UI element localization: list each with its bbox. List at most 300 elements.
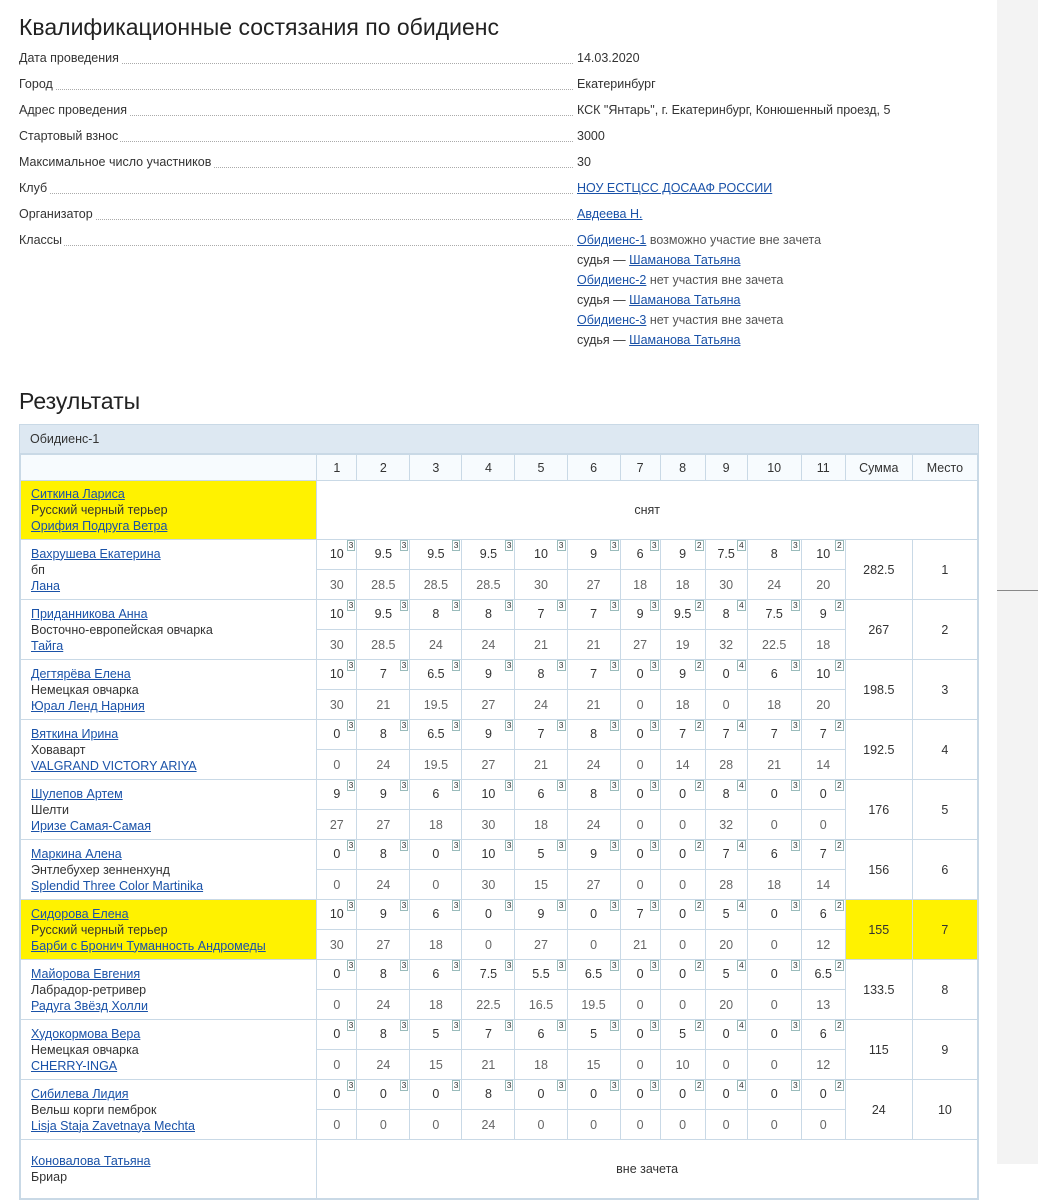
breed: Бриар: [31, 1170, 68, 1184]
status-cell: вне зачета: [317, 1140, 978, 1199]
handler: [31, 726, 316, 742]
coef-badge: 3: [348, 660, 354, 670]
header-col-3: 3: [410, 455, 462, 481]
score-value: 9.5: [479, 547, 498, 561]
score: [357, 600, 409, 629]
sum-cell: 24: [845, 1080, 912, 1140]
participant-cell: [21, 540, 317, 600]
coef-badge: 3: [506, 1080, 512, 1090]
coef-badge: 2: [837, 660, 842, 670]
coef-badge: 4: [738, 780, 744, 790]
participant-cell: [21, 1020, 317, 1080]
participant-cell: [21, 660, 317, 720]
table-row: [21, 660, 978, 690]
score-value: 10: [481, 787, 496, 801]
points-cell: 0: [620, 810, 660, 840]
coef-badge: 3: [611, 540, 617, 550]
points-cell: 0: [620, 1050, 660, 1080]
points-cell: 21: [515, 750, 567, 780]
score-cell: [317, 540, 357, 570]
points-cell: 24: [515, 690, 567, 720]
points-cell: 20: [801, 570, 845, 600]
score-cell: [410, 600, 462, 630]
coef-badge: 2: [837, 780, 842, 790]
score: [748, 780, 801, 809]
score-cell: [705, 780, 747, 810]
header-col-12: Сумма: [845, 455, 912, 481]
dog-link[interactable]: Splendid Three Color Martinika: [31, 878, 204, 893]
info-link[interactable]: НОУ ЕСТЦСС ДОСААФ РОССИИ: [577, 181, 773, 195]
header-col-13: Место: [912, 455, 977, 481]
score-cell: [705, 1020, 747, 1050]
dog-link[interactable]: Радуга Звёзд Холли: [31, 998, 148, 1013]
participant-cell: [21, 900, 317, 960]
coef-badge: 3: [611, 780, 617, 790]
coef-badge: 2: [696, 1020, 702, 1030]
points-cell: 0: [660, 1110, 705, 1140]
points-cell: 18: [515, 810, 567, 840]
sum-cell: 176: [845, 780, 912, 840]
info-link[interactable]: Авдеева Н.: [577, 207, 643, 221]
score-value: 10: [816, 667, 831, 681]
dog-link[interactable]: VALGRAND VICTORY ARIYA: [31, 758, 197, 773]
info-label: Классы: [19, 233, 63, 247]
score-cell: [357, 960, 410, 990]
score: [661, 540, 705, 569]
score-value: 0: [770, 1087, 778, 1101]
score-value: 9.5: [374, 607, 393, 621]
score: [706, 840, 747, 869]
score: [568, 1080, 620, 1109]
score-value: 5: [537, 847, 545, 861]
dog-link[interactable]: Юрал Ленд Нарния: [31, 698, 145, 713]
score-value: 6.5: [814, 967, 832, 981]
coef-badge: 3: [401, 840, 407, 850]
score: [317, 960, 356, 989]
dog-link[interactable]: Лана: [31, 578, 61, 593]
score: [515, 780, 566, 809]
score-cell: [567, 1020, 620, 1050]
score-value: 7: [484, 1027, 492, 1041]
points-cell: 0: [462, 930, 515, 960]
score-value: 0: [636, 727, 644, 741]
handler-link[interactable]: Майорова Евгения: [31, 966, 141, 981]
coef-badge: 3: [558, 660, 564, 670]
place-cell: 1: [912, 540, 977, 600]
score-cell: [567, 660, 620, 690]
score-value: 0: [590, 907, 598, 921]
score: [462, 720, 514, 749]
coef-badge: 3: [401, 1080, 407, 1090]
score-value: 8: [590, 727, 598, 741]
class-note: нет участия вне зачета: [646, 313, 784, 327]
info-label: Дата проведения: [19, 51, 119, 65]
points-cell: 18: [801, 630, 845, 660]
sum-cell: 267: [845, 600, 912, 660]
score-cell: [747, 1080, 801, 1110]
score-value: 6: [636, 547, 644, 561]
coef-badge: 2: [837, 720, 842, 730]
coef-badge: 3: [651, 1080, 657, 1090]
class-link[interactable]: Обидиенс-3: [577, 313, 647, 327]
points-cell: 0: [660, 930, 705, 960]
score-cell: [620, 960, 660, 990]
score-value: 6: [819, 1027, 827, 1041]
score: [802, 780, 845, 809]
handler: [31, 1153, 316, 1169]
score-value: 0: [679, 907, 687, 921]
class-link[interactable]: Обидиенс-1: [577, 233, 647, 247]
points-cell: 19.5: [567, 990, 620, 1020]
judge-line: [577, 250, 821, 270]
dog: [31, 998, 316, 1014]
coef-badge: 2: [696, 660, 702, 670]
handler-link[interactable]: Маркина Алена: [31, 846, 122, 861]
info-key: [19, 230, 577, 256]
participant-cell: [21, 481, 317, 540]
coef-badge: 3: [792, 720, 798, 730]
score-value: 0: [770, 1027, 778, 1041]
coef-badge: 3: [401, 1020, 407, 1030]
score-cell: [357, 540, 410, 570]
score-cell: [357, 600, 410, 630]
dog: [31, 758, 316, 774]
score-value: 9.5: [427, 547, 445, 561]
place-cell: 7: [912, 900, 977, 960]
coef-badge: 3: [506, 900, 512, 910]
points-cell: 20: [705, 930, 747, 960]
info-key: [19, 100, 577, 126]
coef-badge: 2: [696, 1080, 702, 1090]
score: [568, 660, 620, 689]
judge-prefix: судья —: [577, 333, 630, 347]
score-cell: [620, 780, 660, 810]
place-cell: 4: [912, 720, 977, 780]
score-value: 5: [590, 1027, 598, 1041]
score-cell: [515, 600, 567, 630]
handler-link[interactable]: Сидорова Елена: [31, 906, 129, 921]
info-row: [19, 100, 977, 126]
place-cell: 10: [912, 1080, 977, 1140]
judge-link[interactable]: Шаманова Татьяна: [629, 293, 741, 307]
judge-prefix: судья —: [577, 293, 630, 307]
score: [621, 1080, 660, 1109]
score-value: 8: [770, 547, 778, 561]
score: [515, 900, 566, 929]
score: [462, 900, 514, 929]
points-cell: 22.5: [747, 630, 801, 660]
score-cell: [317, 600, 357, 630]
coef-badge: 3: [506, 960, 512, 970]
class-link[interactable]: Обидиенс-2: [577, 273, 647, 287]
coef-badge: 3: [651, 900, 657, 910]
score-cell: [620, 600, 660, 630]
points-cell: 27: [462, 690, 515, 720]
judge-link[interactable]: Шаманова Татьяна: [629, 333, 741, 347]
handler-link[interactable]: Ситкина Лариса: [31, 487, 125, 501]
score-value: 8: [432, 607, 440, 621]
coef-badge: 3: [792, 780, 798, 790]
sum-cell: 156: [845, 840, 912, 900]
handler-link[interactable]: Худокормова Вера: [31, 1026, 141, 1041]
score: [568, 540, 620, 569]
coef-badge: 3: [792, 600, 798, 610]
score: [317, 1020, 356, 1049]
coef-badge: 3: [651, 1020, 657, 1030]
points-cell: 0: [515, 1110, 567, 1140]
coef-badge: 2: [696, 900, 702, 910]
points-cell: 18: [410, 990, 462, 1020]
place-cell: 5: [912, 780, 977, 840]
score-value: 6.5: [584, 967, 603, 981]
coef-badge: 3: [453, 1020, 459, 1030]
score-cell: [567, 720, 620, 750]
score-value: 9: [537, 907, 545, 921]
score-cell: [801, 960, 845, 990]
score: [317, 1080, 356, 1109]
score-cell: [567, 780, 620, 810]
handler-link[interactable]: Коновалова Татьяна: [31, 1154, 151, 1168]
score-value: 6: [770, 847, 778, 861]
score-value: 0: [379, 1087, 387, 1101]
score: [706, 540, 747, 569]
judge-line: [577, 290, 821, 310]
points-cell: 14: [801, 870, 845, 900]
coef-badge: 3: [506, 660, 512, 670]
coef-badge: 3: [651, 960, 657, 970]
score-value: 0: [770, 787, 778, 801]
score-value: 0: [679, 847, 687, 861]
score: [621, 1020, 660, 1049]
class-line: [577, 230, 821, 250]
score-value: 8: [484, 1087, 492, 1101]
coef-badge: 2: [837, 960, 842, 970]
table-row: [21, 780, 978, 810]
score-cell: [620, 900, 660, 930]
score: [621, 600, 660, 629]
score-cell: [515, 540, 567, 570]
dog: [31, 698, 316, 714]
table-row: [21, 481, 978, 540]
score-value: 0: [770, 967, 778, 981]
dog-link[interactable]: Барби с Бронич Туманность Андромеды: [31, 938, 266, 953]
coef-badge: 3: [558, 1080, 564, 1090]
score-cell: [357, 780, 410, 810]
score: [661, 960, 705, 989]
score: [515, 660, 566, 689]
handler-link[interactable]: Шулепов Артем: [31, 786, 123, 801]
coef-badge: 3: [611, 960, 617, 970]
judge-link[interactable]: Шаманова Татьяна: [629, 253, 741, 267]
score: [802, 720, 845, 749]
score: [748, 840, 801, 869]
handler: [31, 786, 316, 802]
coef-badge: 3: [401, 960, 407, 970]
score-cell: [747, 840, 801, 870]
score: [706, 660, 747, 689]
score-value: 0: [333, 1027, 341, 1041]
score-value: 9: [484, 667, 492, 681]
score-cell: [620, 720, 660, 750]
score-value: 0: [333, 967, 341, 981]
participant-cell: [21, 720, 317, 780]
header-col-9: 9: [705, 455, 747, 481]
score: [802, 600, 845, 629]
score-value: 9: [379, 787, 387, 801]
score: [748, 900, 801, 929]
score-value: 8: [537, 667, 545, 681]
coef-badge: 3: [401, 900, 407, 910]
coef-badge: 4: [738, 720, 744, 730]
dog: [31, 578, 316, 594]
score-value: 0: [770, 907, 778, 921]
points-cell: 30: [705, 570, 747, 600]
score-cell: [357, 1020, 410, 1050]
participant-cell: [21, 960, 317, 1020]
coef-badge: 3: [506, 1020, 512, 1030]
breed: Русский черный терьер: [31, 922, 168, 937]
handler: [31, 906, 316, 922]
points-cell: 14: [801, 750, 845, 780]
coef-badge: 3: [651, 780, 657, 790]
dog: [31, 938, 316, 954]
participant-cell: [21, 1140, 317, 1199]
score: [515, 1080, 566, 1109]
header-col-1: 1: [317, 455, 357, 481]
score: [515, 840, 566, 869]
points-cell: 24: [462, 1110, 515, 1140]
points-cell: 0: [410, 1110, 462, 1140]
score-cell: [410, 660, 462, 690]
table-row: [21, 600, 978, 630]
coef-badge: 2: [837, 540, 842, 550]
points-cell: 27: [357, 930, 410, 960]
score-cell: [515, 840, 567, 870]
score-cell: [462, 720, 515, 750]
points-cell: 24: [462, 630, 515, 660]
handler-link[interactable]: Сибилева Лидия: [31, 1086, 129, 1101]
score-value: 7: [679, 727, 687, 741]
coef-badge: 2: [696, 540, 702, 550]
score: [621, 720, 660, 749]
score: [802, 660, 845, 689]
sum-cell: 198.5: [845, 660, 912, 720]
coef-badge: 3: [611, 900, 617, 910]
handler-link[interactable]: Вахрушева Екатерина: [31, 546, 161, 561]
coef-badge: 4: [738, 1020, 744, 1030]
score: [462, 600, 514, 629]
handler-link[interactable]: Вяткина Ирина: [31, 726, 119, 741]
score-cell: [660, 540, 705, 570]
points-cell: 15: [567, 1050, 620, 1080]
coef-badge: 3: [401, 720, 407, 730]
score-cell: [357, 840, 410, 870]
coef-badge: 3: [611, 1080, 617, 1090]
handler-link[interactable]: Дегтярёва Елена: [31, 666, 131, 681]
points-cell: 15: [410, 1050, 462, 1080]
score: [357, 1080, 409, 1109]
score-cell: [515, 780, 567, 810]
score-value: 8: [484, 607, 492, 621]
coef-badge: 2: [696, 600, 702, 610]
score-value: 9: [679, 667, 687, 681]
score-cell: [801, 780, 845, 810]
points-cell: 24: [357, 750, 410, 780]
dog-link[interactable]: Тайга: [31, 638, 64, 653]
score: [748, 1080, 801, 1109]
score-cell: [410, 900, 462, 930]
points-cell: 32: [705, 810, 747, 840]
score-value: 9.5: [374, 547, 393, 561]
coef-badge: 3: [401, 600, 407, 610]
participant-cell: [21, 780, 317, 840]
coef-badge: 3: [348, 960, 354, 970]
points-cell: 30: [317, 630, 357, 660]
handler: [31, 1086, 316, 1102]
score-value: 0: [432, 1087, 440, 1101]
score-cell: [317, 1020, 357, 1050]
coef-badge: 3: [558, 540, 564, 550]
info-label: Организатор: [19, 207, 93, 221]
dog-link[interactable]: CHERRY-INGA: [31, 1058, 118, 1073]
score-value: 0: [636, 967, 644, 981]
handler-link[interactable]: Приданникова Анна: [31, 606, 148, 621]
dog-link[interactable]: Орифия Подруга Ветра: [31, 519, 168, 533]
results-table: [20, 454, 978, 1199]
points-cell: 30: [317, 930, 357, 960]
score-value: 9: [379, 907, 387, 921]
score: [661, 660, 705, 689]
score-cell: [620, 1080, 660, 1110]
coef-badge: 3: [453, 600, 459, 610]
score-value: 0: [484, 907, 492, 921]
info-value: КСК "Янтарь", г. Екатеринбург, Конюшенный проезд, 5: [577, 103, 891, 117]
score-value: 0: [636, 847, 644, 861]
score-value: 0: [636, 667, 644, 681]
divider: [997, 590, 1038, 591]
score: [357, 780, 409, 809]
points-cell: 21: [357, 690, 410, 720]
coef-badge: 3: [792, 1080, 798, 1090]
score-cell: [801, 900, 845, 930]
dog-link[interactable]: Lisja Staja Zavetnaya Mechta: [31, 1118, 195, 1133]
score: [462, 780, 514, 809]
dog-link[interactable]: Иризе Самая-Самая: [31, 818, 151, 833]
coef-badge: 3: [348, 720, 354, 730]
score-cell: [462, 900, 515, 930]
coef-badge: 3: [611, 840, 617, 850]
points-cell: 28: [705, 870, 747, 900]
score-value: 0: [722, 1087, 730, 1101]
coef-badge: 3: [651, 720, 657, 730]
score-cell: [660, 900, 705, 930]
info-key: [19, 126, 577, 152]
score-cell: [705, 960, 747, 990]
score: [317, 900, 356, 929]
coef-badge: 3: [558, 1020, 564, 1030]
score-cell: [801, 1080, 845, 1110]
points-cell: 24: [357, 1050, 410, 1080]
score-value: 7: [537, 607, 545, 621]
score-value: 9: [819, 607, 827, 621]
points-cell: 19: [660, 630, 705, 660]
header-participant: [21, 455, 317, 481]
score: [515, 960, 566, 989]
score: [802, 540, 845, 569]
coef-badge: 3: [453, 1080, 459, 1090]
score-value: 9: [679, 547, 687, 561]
score: [357, 960, 409, 989]
